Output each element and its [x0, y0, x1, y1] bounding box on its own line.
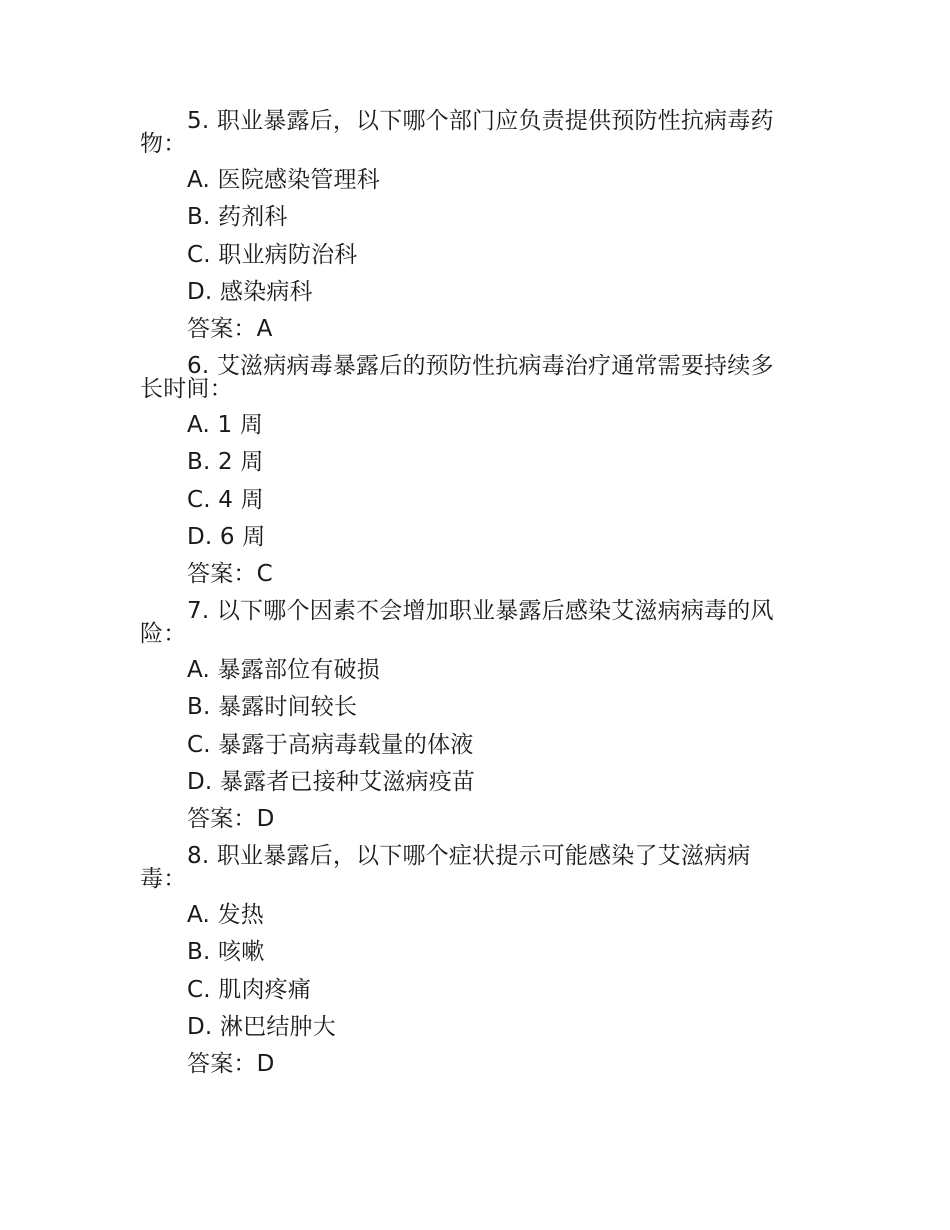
question-stem: 5. 职业暴露后，以下哪个部门应负责提供预防性抗病毒药 — [187, 108, 774, 134]
option-b: B. 药剂科 — [187, 204, 288, 230]
option-b: B. 2 周 — [187, 449, 264, 475]
question-stem: 8. 职业暴露后，以下哪个症状提示可能感染了艾滋病病 — [187, 843, 751, 869]
answer: 答案：D — [187, 1051, 275, 1077]
option-d: D. 感染病科 — [187, 279, 313, 305]
answer: 答案：A — [187, 316, 273, 342]
option-c: C. 暴露于高病毒载量的体液 — [187, 732, 474, 758]
option-d: D. 暴露者已接种艾滋病疫苗 — [187, 769, 476, 795]
question-stem-continuation: 物： — [140, 131, 187, 157]
question-stem-continuation: 长时间： — [140, 376, 233, 402]
option-c: C. 肌肉疼痛 — [187, 977, 312, 1003]
option-a: A. 发热 — [187, 902, 264, 928]
option-a: A. 医院感染管理科 — [187, 167, 380, 193]
option-d: D. 6 周 — [187, 524, 266, 550]
answer: 答案：D — [187, 806, 275, 832]
question-stem: 6. 艾滋病病毒暴露后的预防性抗病毒治疗通常需要持续多 — [187, 353, 774, 379]
question-stem-continuation: 毒： — [140, 866, 187, 892]
option-c: C. 职业病防治科 — [187, 242, 358, 268]
option-a: A. 1 周 — [187, 412, 264, 438]
option-d: D. 淋巴结肿大 — [187, 1014, 336, 1040]
option-b: B. 暴露时间较长 — [187, 694, 358, 720]
answer: 答案：C — [187, 561, 273, 587]
question-stem: 7. 以下哪个因素不会增加职业暴露后感染艾滋病病毒的风 — [187, 598, 774, 624]
option-c: C. 4 周 — [187, 487, 264, 513]
option-b: B. 咳嗽 — [187, 939, 265, 965]
option-a: A. 暴露部位有破损 — [187, 657, 380, 683]
question-stem-continuation: 险： — [140, 621, 187, 647]
